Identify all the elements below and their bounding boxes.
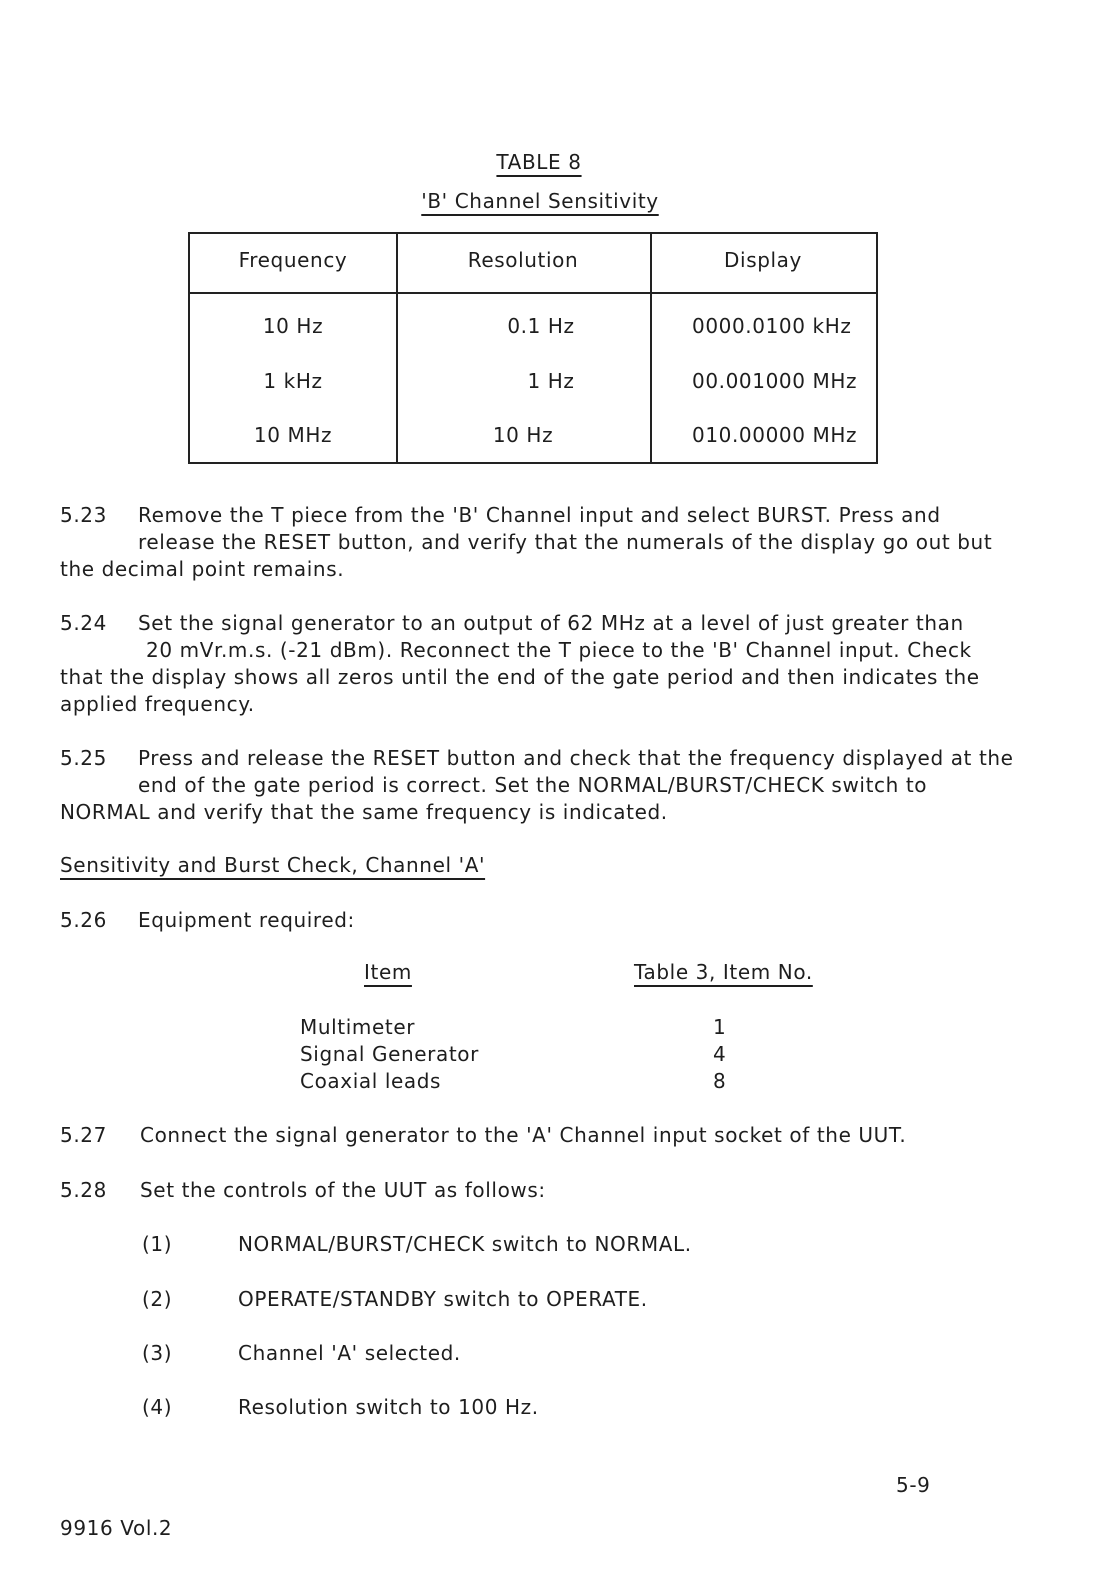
table-subtitle: 'B' Channel Sensitivity (421, 189, 659, 213)
page-number: 5-9 (896, 1473, 931, 1497)
table-cell: 10 MHz (253, 423, 333, 447)
step-number: (2) (142, 1287, 173, 1311)
table-cell: 10 Hz (492, 423, 554, 447)
table-header-display: Display (724, 248, 802, 272)
table-title: TABLE 8 (496, 150, 582, 174)
equipment-item-no: 8 (713, 1069, 727, 1093)
paragraph-5-24: 5.24 Set the signal generator to an output of 62 MHz at a level of just greater than 20 mVr.m.s. (-21 dBm). Reconnect the T piece to the 'B' Channel input. Check that the display shows all zeros until the end of the gate period and then indicates the applied frequency. (60, 611, 980, 716)
equipment-column-ref: Table 3, Item No. (634, 960, 813, 984)
paragraph-5-27: 5.27 Connect the signal generator to the 'A' Channel input socket of the UUT. (60, 1123, 907, 1147)
equipment-item: Multimeter (300, 1015, 416, 1039)
step-text: OPERATE/STANDBY switch to OPERATE. (238, 1287, 648, 1311)
equipment-item-no: 4 (713, 1042, 727, 1066)
paragraph-5-28: 5.28 Set the controls of the UUT as follows: (60, 1178, 546, 1202)
step-number: (3) (142, 1341, 173, 1365)
table-cell: 0000.0100 kHz (692, 314, 852, 338)
paragraph-5-23: 5.23 Remove the T piece from the 'B' Channel input and select BURST. Press and release the RESET button, and verify that the numerals of the display go out but the decimal point remains. (60, 503, 993, 581)
table-cell: 10 Hz (262, 314, 324, 338)
equipment-item: Signal Generator (300, 1042, 479, 1066)
table-cell: 1 kHz (263, 369, 323, 393)
step-number: (1) (142, 1232, 173, 1256)
table-header-frequency: Frequency (238, 248, 348, 272)
equipment-column-item: Item (364, 960, 412, 984)
table-cell: 010.00000 MHz (692, 423, 858, 447)
equipment-item: Coaxial leads (300, 1069, 442, 1093)
step-number: (4) (142, 1395, 173, 1419)
step-text: Resolution switch to 100 Hz. (238, 1395, 539, 1419)
step-text: Channel 'A' selected. (238, 1341, 461, 1365)
document-reference: 9916 Vol.2 (60, 1516, 173, 1540)
paragraph-5-26: 5.26 Equipment required: (60, 908, 355, 932)
sensitivity-table (188, 232, 878, 464)
paragraph-5-25: 5.25 Press and release the RESET button and check that the frequency displayed at the end of the gate period is correct. Set the NORMAL/BURST/CHECK switch to NORMAL and verify that the same frequency is indicated. (60, 746, 1014, 824)
equipment-item-no: 1 (713, 1015, 727, 1039)
step-text: NORMAL/BURST/CHECK switch to NORMAL. (238, 1232, 692, 1256)
table-cell: 0.1 Hz (507, 314, 575, 338)
section-heading: Sensitivity and Burst Check, Channel 'A' (60, 853, 486, 877)
table-cell: 1 Hz (527, 369, 575, 393)
table-header-resolution: Resolution (467, 248, 579, 272)
table-cell: 00.001000 MHz (692, 369, 858, 393)
